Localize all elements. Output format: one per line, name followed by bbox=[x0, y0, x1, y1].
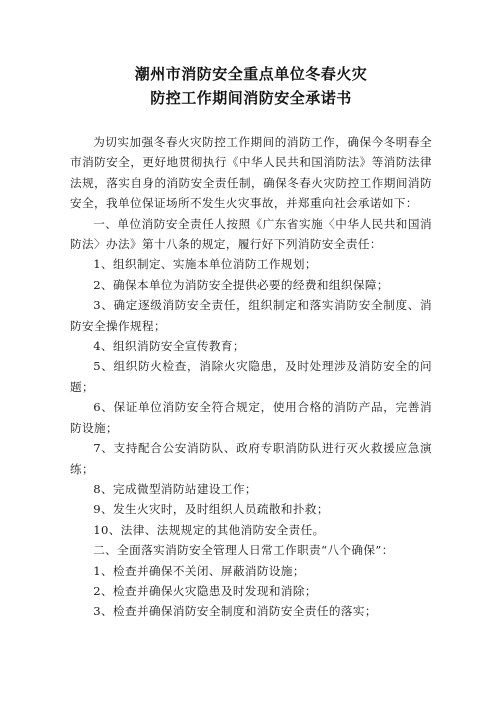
section-1-item-7: 7、支持配合公安消防队、政府专职消防队进行灭火救援应急演练； bbox=[70, 441, 432, 476]
section-1-item-9: 9、发生火灾时，及时组织人员疏散和扑救； bbox=[93, 502, 329, 517]
section-1-item-6: 6、保证单位消防安全符合规定，使用合格的消防产品，完善消防设施； bbox=[70, 400, 432, 435]
section-1-item-10: 10、法律、法规规定的其他消防安全责任。 bbox=[93, 522, 325, 537]
section-2-item-3: 3、检查并确保消防安全制度和消防安全责任的落实； bbox=[93, 604, 377, 619]
section-1-item-2: 2、确保本单位为消防安全提供必要的经费和组织保障； bbox=[93, 277, 389, 292]
document-body bbox=[70, 132, 432, 622]
section-1-item-8: 8、完成微型消防站建设工作； bbox=[93, 481, 257, 496]
document-title bbox=[70, 62, 432, 110]
section-2-item-1: 1、检查并确保不关闭、屏蔽消防设施； bbox=[93, 563, 305, 578]
section-1-item-5: 5、组织防火检查，消除火灾隐患，及时处理涉及消防安全的问题； bbox=[70, 359, 432, 394]
intro-paragraph: 为切实加强冬春火灾防控工作期间的消防工作，确保今冬明春全市消防安全，更好地贯彻执行《中华人民共和国消防法》等消防法律法规，落实自身的消防安全责任制，确保冬春火灾防控工作期间消防安全，我单位保证场所不发生火灾事故，并郑重向社会承诺如下： bbox=[70, 135, 432, 211]
section-2-item-2: 2、检查并确保火灾隐患及时发现和消除； bbox=[93, 583, 317, 598]
title-line-2: 防控工作期间消防安全承诺书 bbox=[150, 89, 352, 107]
section-1-item-1: 1、组织制定、实施本单位消防工作规划； bbox=[93, 257, 317, 272]
section-1-item-4: 4、组织消防安全宣传教育； bbox=[93, 339, 245, 354]
section-1-heading: 一、单位消防安全责任人按照《广东省实施〈中华人民共和国消防法〉办法》第十八条的规定，履行好下列消防安全责任： bbox=[70, 216, 432, 252]
section-1-item-3: 3、确定逐级消防安全责任，组织制定和落实消防安全制度、消防安全操作规程； bbox=[70, 298, 432, 333]
title-line-1: 潮州市消防安全重点单位冬春火灾 bbox=[134, 65, 368, 83]
section-2-heading: 二、全面落实消防安全管理人日常工作职责“八个确保”： bbox=[93, 543, 394, 558]
